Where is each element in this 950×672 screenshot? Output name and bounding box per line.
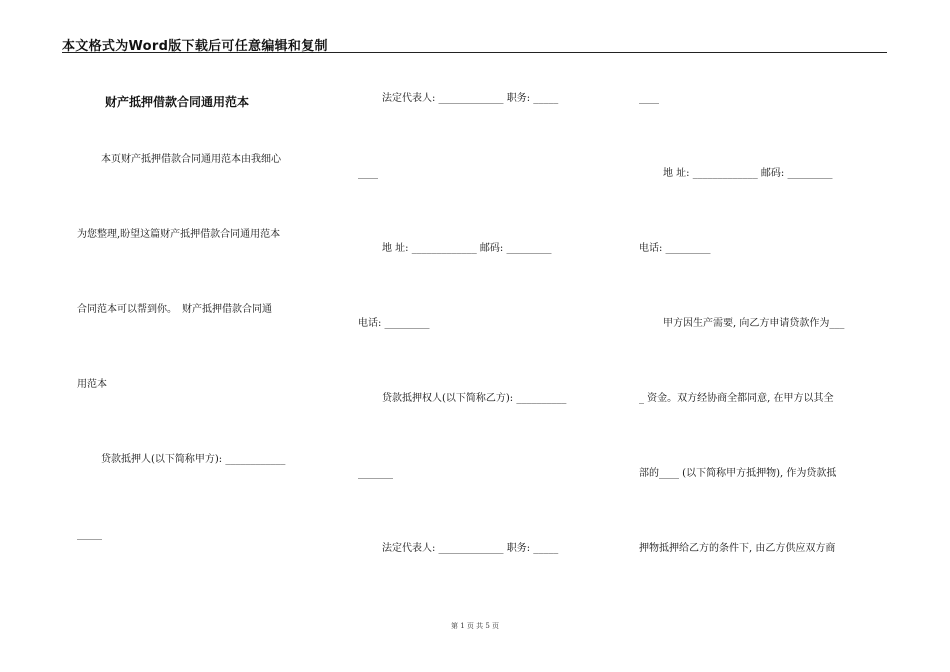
column-2 xyxy=(358,0,608,672)
body-line: _ 资金。双方经协商全都同意, 在甲方以其全 xyxy=(639,393,834,404)
body-line: 押物抵押给乙方的条件下, 由乙方供应双方商 xyxy=(639,543,836,554)
page-header-title: 本文格式为Word版下载后可任意编辑和复制 xyxy=(62,39,328,54)
body-line: 甲方因生产需要, 向乙方申请贷款作为___ xyxy=(663,318,845,329)
body-line: 合同范本可以帮到你。 财产抵押借款合同通 xyxy=(77,304,272,315)
body-line: 为您整理,盼望这篇财产抵押借款合同通用范本 xyxy=(77,229,281,240)
body-line: 部的____ (以下简称甲方抵押物), 作为贷款抵 xyxy=(639,468,837,479)
body-line: _____ xyxy=(77,529,102,540)
document-title: 财产抵押借款合同通用范本 xyxy=(105,95,250,109)
body-line: 电话: _________ xyxy=(358,318,430,329)
column-1 xyxy=(77,0,327,672)
body-line: ____ xyxy=(358,168,378,179)
body-line: _______ xyxy=(358,468,393,479)
body-line: 用范本 xyxy=(77,379,107,390)
body-line: 电话: _________ xyxy=(639,243,711,254)
body-line: 地 址: _____________ 邮码: _________ xyxy=(663,168,833,179)
body-line: 法定代表人: _____________ 职务: _____ xyxy=(382,543,559,554)
body-line: ____ xyxy=(639,93,659,104)
body-line: 本页财产抵押借款合同通用范本由我细心 xyxy=(101,154,281,165)
body-line: 贷款抵押人(以下简称甲方): ____________ xyxy=(101,454,286,465)
body-line: 贷款抵押权人(以下简称乙方): __________ xyxy=(382,393,567,404)
body-line: 法定代表人: _____________ 职务: _____ xyxy=(382,93,559,104)
column-3 xyxy=(639,0,889,672)
body-line: 地 址: _____________ 邮码: _________ xyxy=(382,243,552,254)
page-number: 第 1 页 共 5 页 xyxy=(450,622,500,630)
